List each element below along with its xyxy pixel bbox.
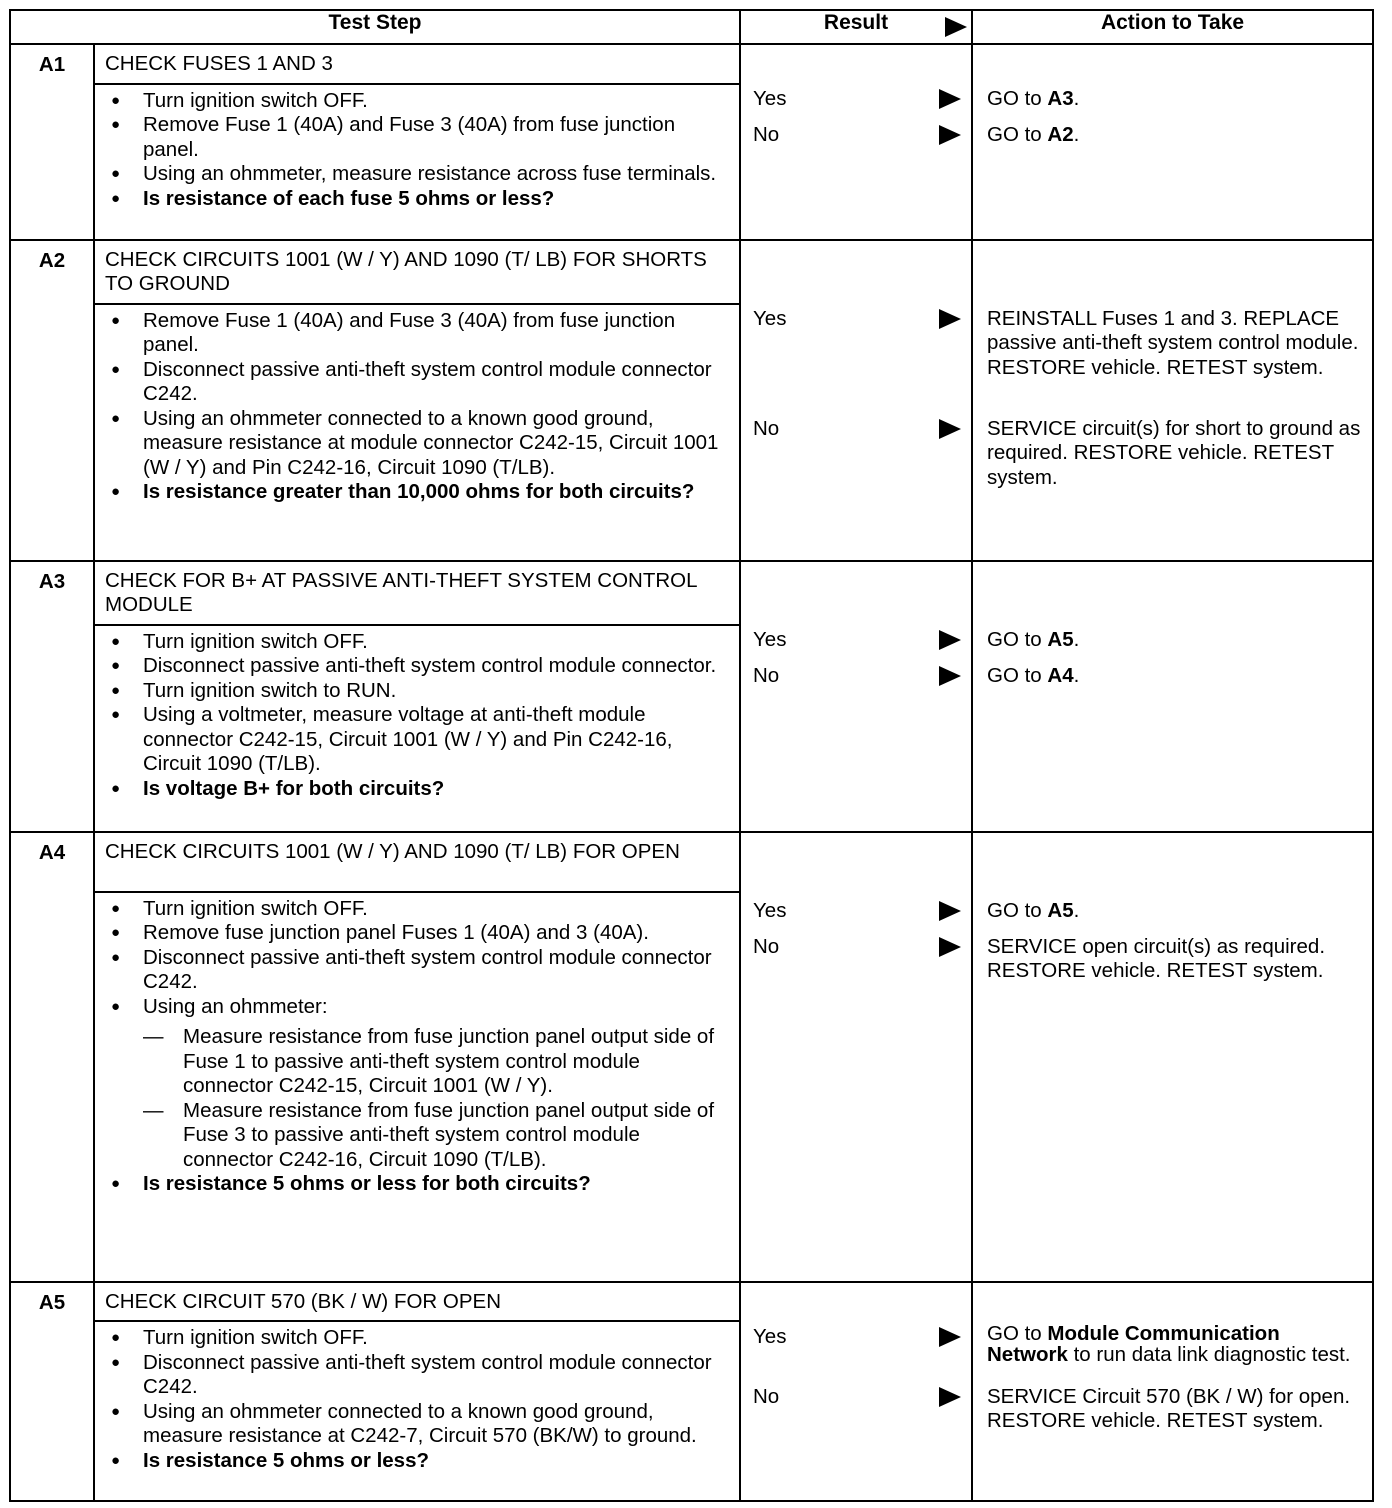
step-bullets [105,1326,729,1473]
arrow-right-icon [939,89,961,109]
action-no [987,123,1362,148]
step-sub-bullet: — Measure resistance from fuse junction panel output side of Fuse 1 to passive anti-theft system control module connector C242-15, Circuit 1001 (W / Y). [143,1025,729,1099]
result-no [753,417,965,443]
action-text: GO to [987,663,1048,687]
result-no-label: No [753,663,780,687]
action-text: GO to [987,898,1048,922]
step-question: ● Is resistance of each fuse 5 ohms or less? [105,187,729,212]
arrow-right-icon [939,1327,961,1347]
result-cell [740,832,972,1282]
step-question: ● Is resistance 5 ohms or less for both circuits? [105,1172,729,1197]
step-bullets [105,89,729,212]
step-bullet: ● Turn ignition switch OFF. [105,89,729,114]
result-cell [740,561,972,832]
result-no-label: No [753,123,780,146]
result-yes-label: Yes [753,306,787,330]
step-title: CHECK CIRCUITS 1001 (W / Y) AND 1090 (T/ LB) FOR SHORTS TO GROUND [94,240,740,304]
action-target: A2 [1047,123,1074,146]
step-bullet: ● Remove Fuse 1 (40A) and Fuse 3 (40A) from fuse junction panel. [105,309,729,358]
action-target: A5 [1047,627,1074,651]
step-title-row [10,561,1373,625]
action-text: GO to [987,1321,1048,1345]
step-body [94,625,740,832]
step-title-row [10,240,1373,304]
action-target: A5 [1047,898,1074,922]
step-bullet: ● Turn ignition switch OFF. [105,630,729,655]
step-bullet: ● Remove fuse junction panel Fuses 1 (40A) and 3 (40A). [105,921,729,946]
result-no-label: No [753,416,780,440]
action-text: . [1073,87,1080,110]
step-bullet: ● Remove Fuse 1 (40A) and Fuse 3 (40A) from fuse junction panel. [105,113,729,162]
action-cell [972,44,1373,240]
diagnostic-sheet [9,9,1372,1499]
step-id: A2 [10,240,94,304]
result-yes [753,899,965,925]
pinpoint-test-table [9,9,1374,1502]
step-id-spacer [10,84,94,240]
result-no-label: No [753,1384,780,1408]
step-bullets [105,630,729,802]
action-yes [987,628,1362,653]
result-no [753,935,965,961]
step-body [94,84,740,240]
result-no [753,123,965,149]
action-no [987,664,1362,689]
action-cell [972,561,1373,832]
step-bullet [105,995,729,1173]
action-text: GO to [987,627,1048,651]
step-title: CHECK CIRCUIT 570 (BK / W) FOR OPEN [94,1282,740,1322]
action-no: SERVICE Circuit 570 (BK / W) for open. RESTORE vehicle. RETEST system. [987,1384,1351,1432]
arrow-right-icon [939,901,961,921]
header-row [10,10,1373,44]
header-test-step: Test Step [10,10,740,44]
step-body [94,892,740,1282]
step-title: CHECK FUSES 1 AND 3 [94,44,740,84]
step-id: A4 [10,832,94,892]
step-question: ● Is resistance 5 ohms or less? [105,1449,729,1474]
step-bullet: ● Using an ohmmeter connected to a known good ground, measure resistance at C242-7, Circuit 570 (BK/W) to ground. [105,1400,729,1449]
step-bullet: ● Using an ohmmeter, measure resistance across fuse terminals. [105,162,729,187]
result-no [753,1385,965,1411]
header-result [740,10,972,44]
header-result-label: Result [823,11,889,34]
step-title: CHECK CIRCUITS 1001 (W / Y) AND 1090 (T/ LB) FOR OPEN [94,832,740,892]
step-bullet: ● Turn ignition switch OFF. [105,897,729,922]
step-id-spacer [10,892,94,1282]
result-yes [753,307,965,333]
result-yes-label: Yes [753,627,787,651]
arrow-right-icon [939,309,961,329]
action-text: . [1073,663,1080,687]
step-bullet: ● Turn ignition switch to RUN. [105,679,729,704]
result-no [753,664,965,690]
step-title: CHECK FOR B+ AT PASSIVE ANTI-THEFT SYSTEM CONTROL MODULE [94,561,740,625]
action-target: A4 [1047,663,1074,687]
action-text: . [1073,627,1080,651]
step-title-row [10,44,1373,84]
arrow-right-icon [939,666,961,686]
step-bullet: ● Turn ignition switch OFF. [105,1326,729,1351]
result-yes-label: Yes [753,898,787,922]
result-no-label: No [753,934,780,958]
action-yes: REINSTALL Fuses 1 and 3. REPLACE passive anti-theft system control module. RESTORE vehicle. RETEST system. [987,306,1359,379]
step-sub-bullets [143,1025,729,1172]
arrow-right-icon [939,630,961,650]
action-target: A3 [1047,87,1074,110]
action-yes [987,1323,1362,1365]
action-cell [972,1282,1373,1502]
header-action: Action to Take [972,10,1373,44]
action-text: . [1073,123,1080,146]
action-yes [987,899,1362,924]
action-cell [972,832,1373,1282]
arrow-right-icon [939,937,961,957]
step-title-row [10,832,1373,892]
action-cell [972,240,1373,561]
result-yes [753,1325,965,1351]
action-no: SERVICE open circuit(s) as required. RESTORE vehicle. RETEST system. [987,934,1326,982]
step-body [94,304,740,561]
result-cell [740,240,972,561]
result-cell [740,1282,972,1502]
result-arrow-icon [945,17,967,37]
action-no: SERVICE circuit(s) for short to ground as required. RESTORE vehicle. RETEST system. [987,416,1361,489]
step-sub-bullet: — Measure resistance from fuse junction panel output side of Fuse 3 to passive anti-theft system control module connector C242-16, Circuit 1090 (T/LB). [143,1099,729,1173]
action-target: Module Communication Network [987,1321,1280,1366]
action-text: GO to [987,123,1048,146]
step-id: A1 [10,44,94,84]
step-bullet: ● Disconnect passive anti-theft system control module connector. [105,654,729,679]
step-bullet: ● Using a voltmeter, measure voltage at anti-theft module connector C242-15, Circuit 1001 (W / Y) and Pin C242-16, Circuit 1090 (T/LB). [105,703,729,777]
step-bullets [105,309,729,505]
action-yes [987,87,1362,112]
result-yes-label: Yes [753,87,787,110]
step-bullet: ● Disconnect passive anti-theft system control module connector C242. [105,946,729,995]
step-title-row [10,1282,1373,1322]
action-text: GO to [987,87,1048,110]
result-yes-label: Yes [753,1324,787,1348]
step-id-spacer [10,304,94,561]
step-bullet: ● Using an ohmmeter connected to a known good ground, measure resistance at module connector C242-15, Circuit 1001 (W / Y) and Pin C242-16, Circuit 1090 (T/LB). [105,407,729,481]
arrow-right-icon [939,125,961,145]
step-bullet-text: Using an ohmmeter: [143,994,328,1018]
step-question: ● Is resistance greater than 10,000 ohms for both circuits? [105,480,729,505]
arrow-right-icon [939,1387,961,1407]
result-yes [753,628,965,654]
step-bullets [105,897,729,1197]
step-bullet: ● Disconnect passive anti-theft system control module connector C242. [105,1351,729,1400]
step-body [94,1321,740,1501]
result-cell [740,44,972,240]
action-text: to run data link diagnostic test. [1067,1342,1351,1366]
step-id-spacer [10,625,94,832]
step-question: ● Is voltage B+ for both circuits? [105,777,729,802]
step-id-spacer [10,1321,94,1501]
arrow-right-icon [939,419,961,439]
step-id: A3 [10,561,94,625]
step-id: A5 [10,1282,94,1322]
action-text: . [1073,898,1080,922]
result-yes [753,87,965,113]
step-bullet: ● Disconnect passive anti-theft system control module connector C242. [105,358,729,407]
